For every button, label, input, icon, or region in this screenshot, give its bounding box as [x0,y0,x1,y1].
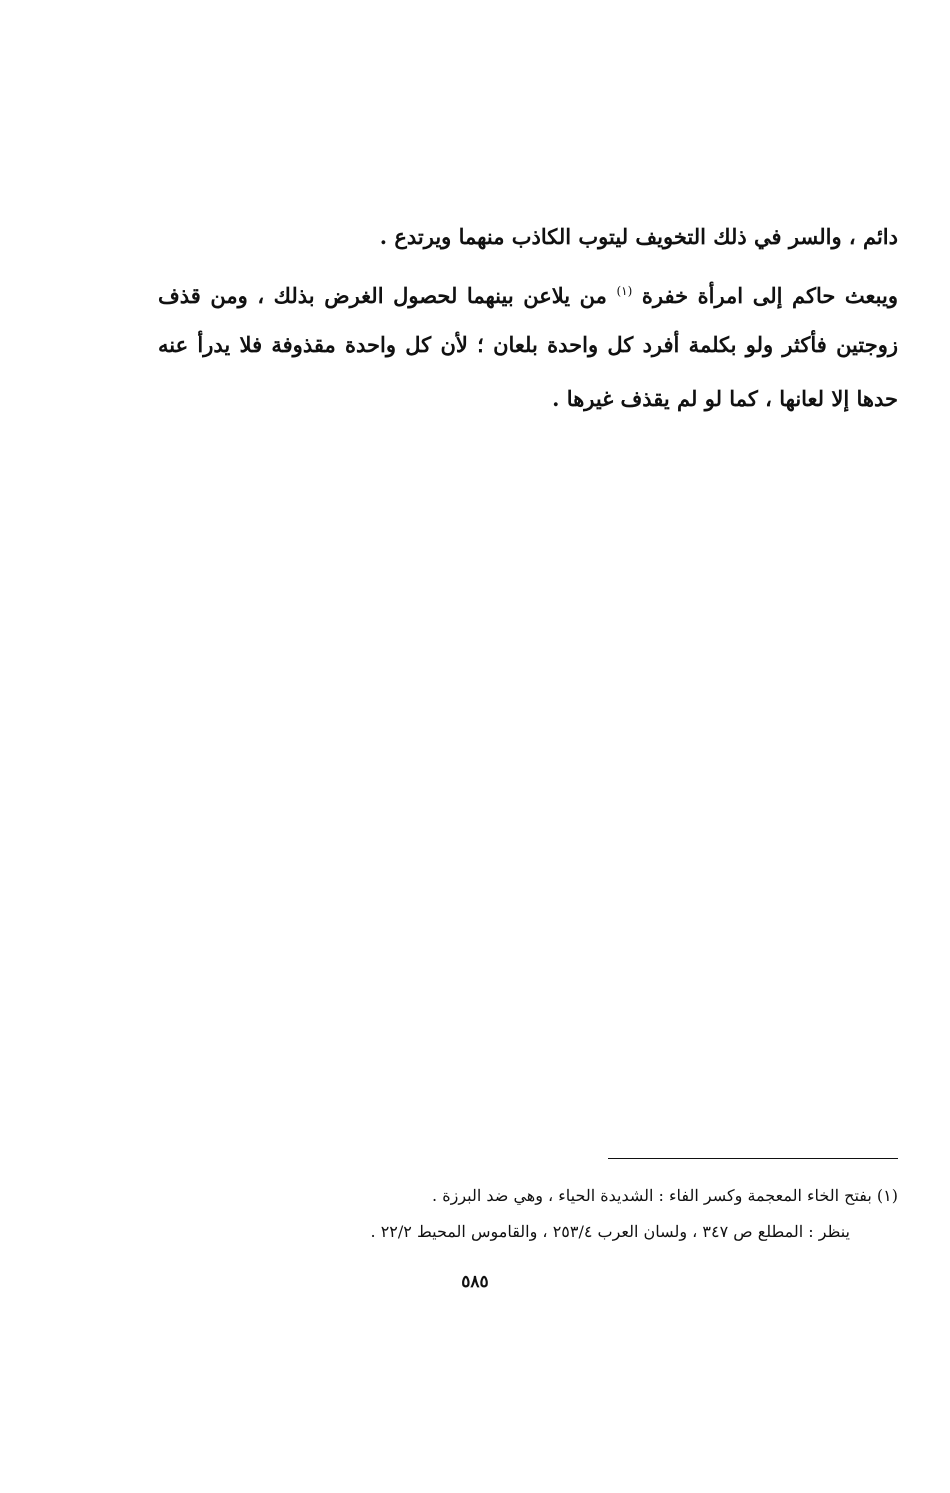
body-line-4 [158,372,898,426]
body-line-1 [158,210,898,264]
footnote-reference-1: (١) [616,284,633,298]
body-line-2 [158,264,898,318]
body-line-2-end: من يلاعن بينهما لحصول الغرض بذلك ، ومن قذف [158,283,607,308]
body-line-1-text: دائم ، والسر في ذلك التخويف ليتوب الكاذب منهما ويرتدع . [379,224,898,249]
footnotes-block [338,1178,898,1250]
footnote-1: (١) بفتح الخاء المعجمة وكسر الفاء : الشديدة الحياء ، وهي ضد البرزة . [432,1186,898,1205]
body-line-3-text: زوجتين فأكثر ولو بكلمة أفرد كل واحدة بلعان ؛ لأن كل واحدة مقذوفة فلا يدرأ عنه [158,332,898,357]
main-text-block [158,210,898,426]
body-line-2-start: ويبعث حاكم إلى امرأة خفرة [641,283,898,308]
footnote-1-sources: ينظر : المطلع ص ٣٤٧ ، ولسان العرب ٢٥٣/٤ ، والقاموس المحيط ٢٢/٢ . [370,1222,850,1241]
body-line-3 [158,318,898,372]
body-line-4-text: حدها إلا لعانها ، كما لو لم يقذف غيرها . [552,386,898,411]
footnote-separator [608,1158,898,1159]
page-number: ٥٨٥ [461,1272,489,1292]
